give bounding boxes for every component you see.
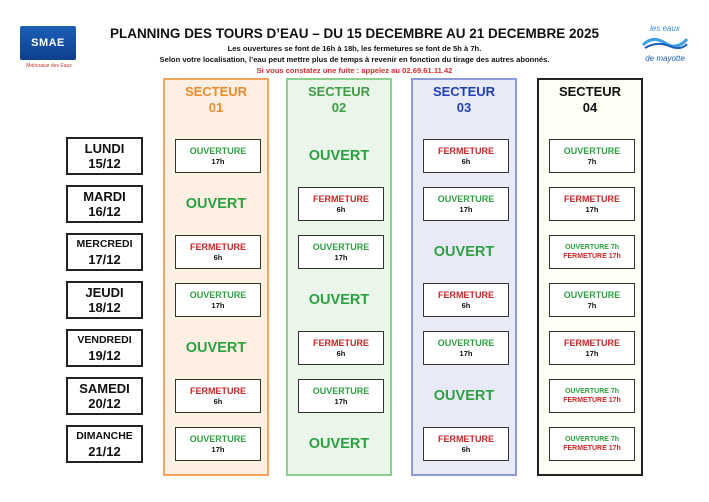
schedule-hour: 6h [461,444,471,454]
schedule-cell [549,139,635,173]
schedule-hour: 6h [461,300,471,310]
schedule-hour: 6h [213,396,223,406]
day-name: JEUDI [85,285,124,300]
day-date: 21/12 [88,444,121,459]
opening-label: OUVERTURE [312,241,370,252]
opening-label: OUVERTURE [437,193,495,204]
schedule-cell [175,427,261,461]
day-date: 17/12 [88,252,121,267]
closing-label: FERMETURE [190,385,246,396]
schedule-hour: 6h [213,252,223,262]
smae-logo-subtitle: Mahoraise des Eaux [26,63,72,69]
schedule-hour: 17h [334,252,348,262]
opening-label: OUVERTURE [189,433,247,444]
schedule-hour: 17h [585,348,599,358]
schedule-cell [175,283,261,317]
schedule-hour: 17h [211,444,225,454]
sector-02-column [286,78,392,476]
schedule-hour: 6h [336,204,346,214]
day-label-samedi [66,377,143,415]
schedule-cell [549,427,635,461]
closing-label: FERMETURE [438,433,494,444]
closing-label: FERMETURE [564,193,620,204]
status-open-all-day: OUVERT [433,388,495,404]
schedule-hour: 17h [334,396,348,406]
day-date: 20/12 [88,396,121,411]
schedule-cell [549,187,635,221]
opening-label: OUVERTURE [312,385,370,396]
closing-label: FERMETURE [313,337,369,348]
schedule-hour: 7h [587,300,597,310]
closing-label: FERMETURE [313,193,369,204]
closing-label: FERMETURE [438,289,494,300]
opening-time: OUVERTURE 7h [564,388,620,395]
closing-label: FERMETURE [438,145,494,156]
sector-04-column [537,78,643,476]
schedule-hour: 6h [461,156,471,166]
schedule-hour: 17h [459,204,473,214]
page-title: PLANNING DES TOURS D’EAU – DU 15 DECEMBRE AU 21 DECEMBRE 2025 [109,26,600,41]
schedule-cell [175,379,261,413]
info-line-hours: Les ouvertures se font de 16h à 18h, les fermetures se font de 5h à 7h. [227,44,482,53]
schedule-cell [298,235,384,269]
day-name: MARDI [83,189,126,204]
closing-label: FERMETURE [190,241,246,252]
opening-label: OUVERTURE [437,337,495,348]
opening-label: OUVERTURE [563,145,621,156]
schedule-hour: 17h [585,204,599,214]
schedule-cell [549,379,635,413]
sector-01-header: SECTEUR 01 [184,84,248,115]
day-label-jeudi [66,281,143,319]
opening-time: OUVERTURE 7h [564,244,620,251]
schedule-hour: 17h [459,348,473,358]
day-label-mercredi [66,233,143,271]
schedule-cell [298,187,384,221]
closing-label: FERMETURE [564,337,620,348]
schedule-cell [423,283,509,317]
status-open-all-day: OUVERT [185,196,247,212]
closing-time: FERMETURE 17h [563,397,621,404]
schedule-cell [549,283,635,317]
day-name: SAMEDI [79,381,130,396]
schedule-cell [175,139,261,173]
day-name: DIMANCHE [76,430,133,442]
schedule-hour: 17h [211,300,225,310]
sector-01-column [163,78,269,476]
sector-03-header: SECTEUR 03 [432,84,496,115]
opening-label: OUVERTURE [189,145,247,156]
status-open-all-day: OUVERT [308,148,370,164]
opening-time: OUVERTURE 7h [564,436,620,443]
schedule-cell [298,379,384,413]
schedule-hour: 17h [211,156,225,166]
sector-02-header: SECTEUR 02 [307,84,371,115]
status-open-all-day: OUVERT [433,244,495,260]
info-line-location: Selon votre localisation, l’eau peut mettre plus de temps à revenir en fonction du tirage des autres abonnés. [159,55,550,64]
schedule-hour: 6h [336,348,346,358]
eaux-logo-line1: les eaux [650,24,680,33]
status-open-all-day: OUVERT [308,436,370,452]
schedule-cell [423,139,509,173]
eaux-logo-line2: de mayotte [645,54,685,63]
schedule-cell [549,331,635,365]
day-label-mardi [66,185,143,223]
opening-label: OUVERTURE [563,289,621,300]
day-date: 15/12 [88,156,121,171]
day-date: 16/12 [88,204,121,219]
status-open-all-day: OUVERT [308,292,370,308]
closing-time: FERMETURE 17h [563,253,621,260]
schedule-cell [423,187,509,221]
day-name: LUNDI [84,141,125,156]
day-label-dimanche [66,425,143,463]
day-name: MERCREDI [76,238,133,250]
schedule-cell [298,331,384,365]
day-label-lundi [66,137,143,175]
schedule-cell [549,235,635,269]
day-label-vendredi [66,329,143,367]
sector-04-header: SECTEUR 04 [558,84,622,115]
status-open-all-day: OUVERT [185,340,247,356]
day-name: VENDREDI [77,334,132,346]
closing-time: FERMETURE 17h [563,445,621,452]
opening-label: OUVERTURE [189,289,247,300]
schedule-cell [423,427,509,461]
smae-logo-text: SMAE [20,26,76,60]
info-line-leak-phone: Si vous constatez une fuite : appelez au 02.69.61.11.42 [256,66,453,75]
sector-03-column [411,78,517,476]
schedule-cell [423,331,509,365]
schedule-hour: 7h [587,156,597,166]
schedule-cell [175,235,261,269]
day-date: 19/12 [88,348,121,363]
day-date: 18/12 [88,300,121,315]
